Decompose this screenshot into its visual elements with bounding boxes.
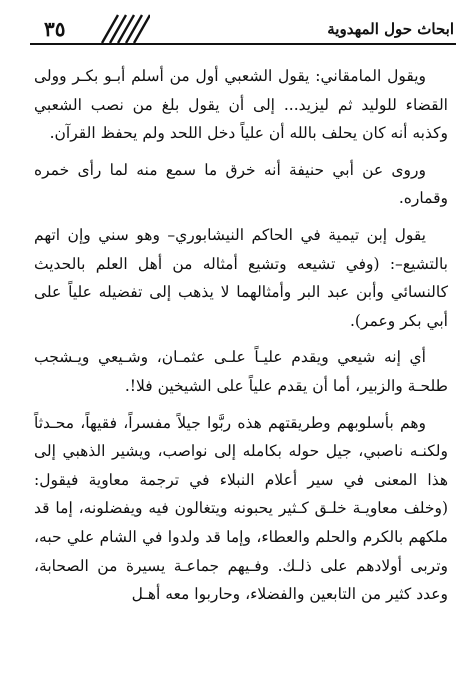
paragraph-shiite-explanation: أي إنه شيعي ويقدم عليـاً علـى عثمـان، وشـيعي ويـشجب طلحـة والزبير، أما أن يقدم علياً على الشيخين فلا!. [34, 348, 448, 395]
page-header [30, 14, 456, 44]
paragraph-mamqani: ويقول المامقاني: يقول الشعبي أول من أسلم أبـو بكـر وولى القضاء للوليد ثم ليزيد... إلى أن يقول بلغ من نصب الشعبي وكذبه أنه كان يحلف بالله أن علياً دخل اللحد ولم يحفظ القرآن. [34, 67, 448, 143]
running-title: ابحاث حول المهدوية [327, 20, 454, 38]
header-rule [30, 43, 456, 45]
paragraph-abu-hanifa: وروى عن أبي حنيفة أنه خرق ما سمع منه لما رأى خمره وقماره. [34, 160, 448, 208]
body-text [34, 62, 448, 617]
header-ornament-stripes-icon [98, 14, 150, 44]
page-number: ٣٥ [44, 17, 66, 41]
paragraph-ibn-taymiyya: يقول إبن تيمية في الحاكم النيشابوري– وهو سني وإن اتهم بالتشيع–: (وفي تشيعه وتشيع أمثاله من أهل العلم بالحديث كالنسائي وأبن عبد البر وأمثالهما لا يذهب إلى تفضيله علياً على أبي بكر وعمر). [34, 225, 448, 330]
paragraph-dhahabi: وهم بأسلوبهم وطريقتهم هذه ربَّوا جيلاً مفسراً، فقيهاً، محـدثاً ولكنـه ناصبي، جيل حوله بكامله إلى نواصب، ويشير الذهبي إلى هذا المعنى في سير أعلام النبلاء في ترجمة معاوية فيقول: (وخلف معاويـة خلـق كـثير يحبونه ويتغالون فيه ويفضلونه، إما قد ملكهم بالكرم والحلم والعطاء، وإما قد ولدوا في الشام علي حبه، وتربى أولادهم على ذلـك. وفـيهم جماعـة يسيرة من الصحابة، وعدد كثير من التابعين والفضلاء، وحاربوا معه أهـل [34, 413, 448, 604]
